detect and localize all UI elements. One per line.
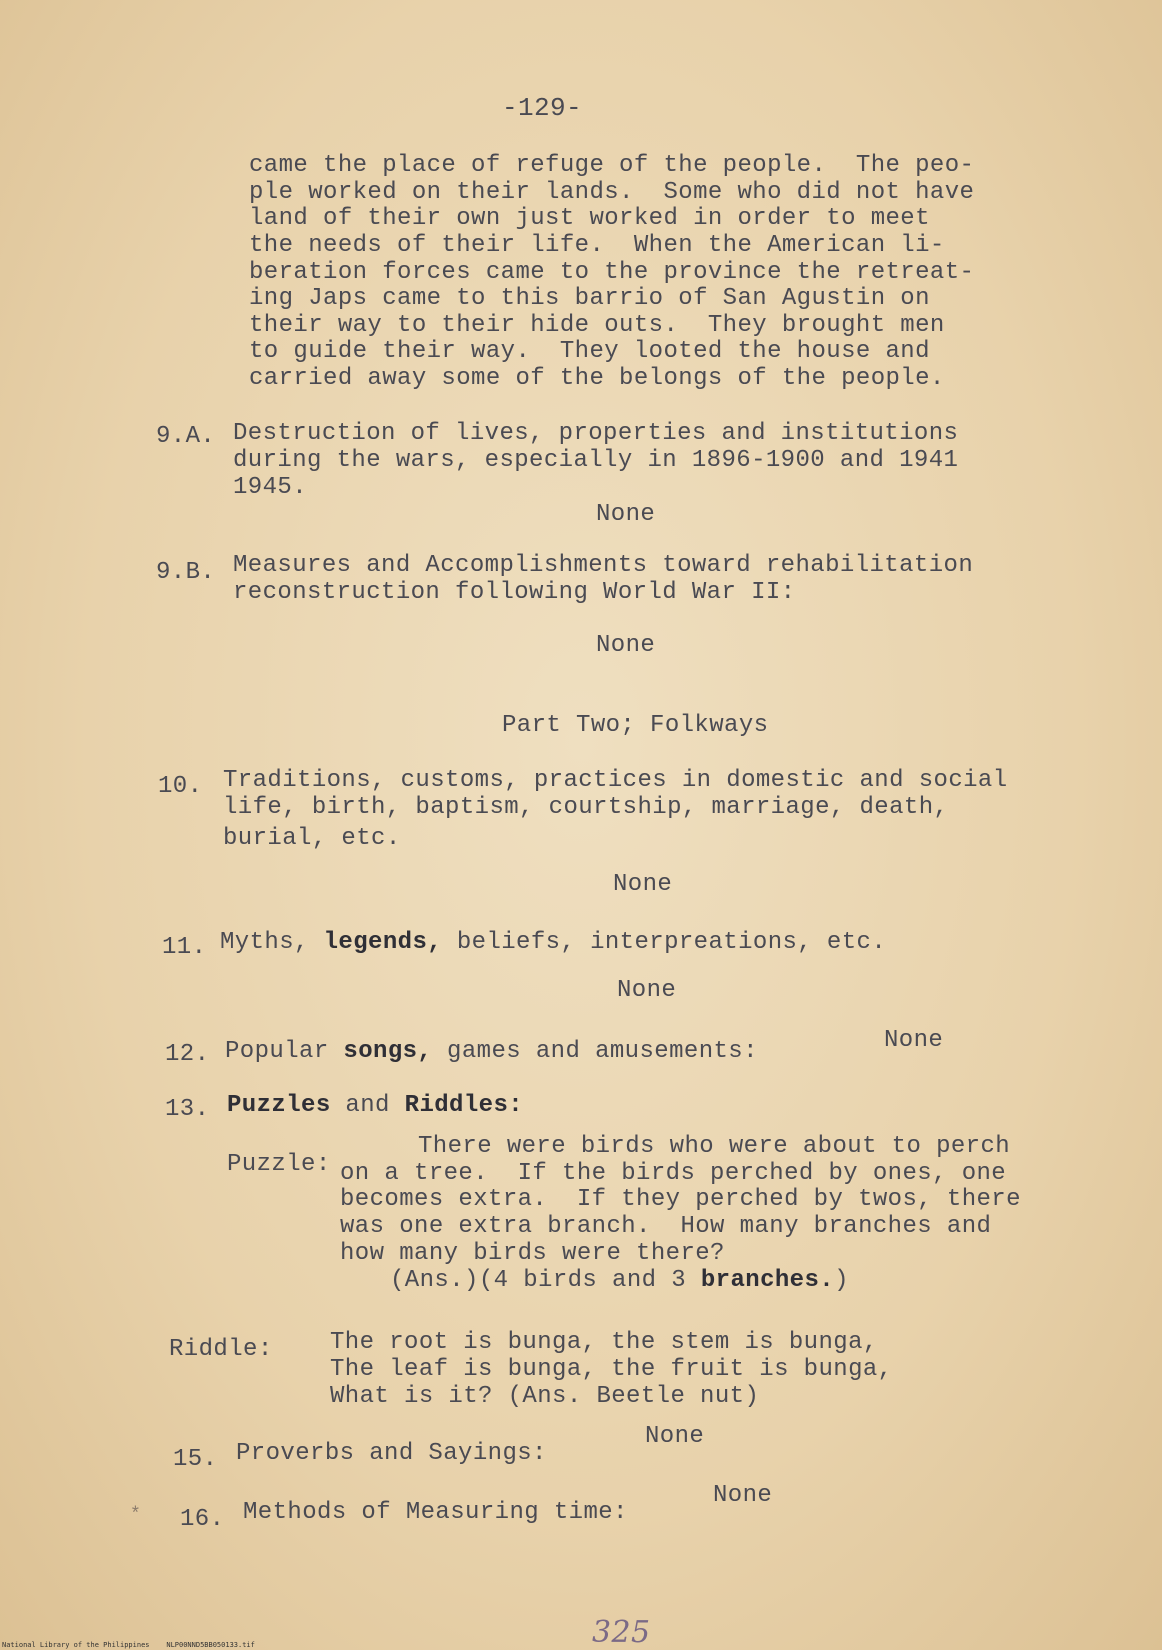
puzzle-line: how many birds were there? — [340, 1240, 725, 1267]
riddle-line: The root is bunga, the stem is bunga, — [330, 1329, 878, 1356]
item-answer: None — [617, 977, 677, 1004]
puzzle-line: becomes extra. If they perched by twos, there — [340, 1186, 1021, 1213]
stray-mark: * — [130, 1505, 141, 1525]
item-text-line: Measures and Accomplishments toward rehabilitation — [233, 552, 974, 579]
intro-line: carried away some of the belongs of the people. — [249, 365, 945, 392]
item-number: 9.B. — [156, 559, 216, 586]
item-text-line: 1945. — [233, 474, 308, 501]
intro-line: to guide their way. They looted the house and — [249, 338, 930, 365]
riddle-line: What is it? (Ans. Beetle nut) — [330, 1383, 760, 1410]
item-text-line: burial, etc. — [223, 825, 401, 852]
item-text-line: Destruction of lives, properties and institutions — [233, 420, 959, 447]
puzzle-label: Puzzle: — [227, 1151, 331, 1178]
item-number: 9.A. — [156, 423, 216, 450]
item-text: and — [330, 1092, 405, 1119]
item-number: 11. — [162, 934, 207, 961]
item-text-line: during the wars, especially in 1896-1900 and 1941 — [233, 447, 959, 474]
item-text-line: Proverbs and Sayings: — [236, 1440, 547, 1467]
item-text: Myths, — [220, 929, 324, 956]
puzzle-line: on a tree. If the birds perched by ones, one — [340, 1160, 1007, 1187]
puzzle-answer-text: (Ans.)(4 birds and 3 — [390, 1267, 701, 1294]
item-number: 12. — [165, 1041, 210, 1068]
item-number: 15. — [173, 1446, 218, 1473]
intro-line: their way to their hide outs. They brought men — [249, 312, 945, 339]
item-answer: None — [596, 501, 656, 528]
handwritten-folio-number: 325 — [592, 1615, 651, 1650]
item-answer: None — [713, 1482, 773, 1509]
riddle-line: The leaf is bunga, the fruit is bunga, — [330, 1356, 893, 1383]
item-text: games and amusements: — [432, 1038, 758, 1065]
item-answer: None — [613, 871, 673, 898]
page-number: -129- — [502, 93, 583, 123]
item-text: beliefs, interpreations, etc. — [442, 929, 887, 956]
puzzle-line: There were birds who were about to perch — [418, 1133, 1011, 1160]
item-answer: None — [596, 632, 656, 659]
item-answer: None — [645, 1423, 705, 1450]
puzzle-answer — [390, 1268, 849, 1295]
item-text-line: life, birth, baptism, courtship, marriage, death, — [223, 794, 949, 821]
item-text-line — [220, 930, 886, 957]
item-text-bold: songs, — [343, 1038, 433, 1065]
item-text-line — [225, 1039, 758, 1066]
riddle-label: Riddle: — [169, 1336, 273, 1363]
puzzle-answer-bold: branches. — [700, 1267, 835, 1294]
item-number: 16. — [180, 1506, 225, 1533]
item-number: 13. — [165, 1096, 210, 1123]
item-number: 10. — [158, 773, 203, 800]
item-text-bold: Puzzles — [227, 1092, 331, 1119]
item-text-line: Traditions, customs, practices in domestic and social — [223, 767, 1008, 794]
footer-credit: National Library of the Philippines NLP00NND5BB050133.tif — [2, 1641, 255, 1649]
intro-line: beration forces came to the province the retreat- — [249, 259, 975, 286]
intro-line: the needs of their life. When the American li- — [249, 232, 945, 259]
item-text-line: reconstruction following World War II: — [233, 579, 796, 606]
intro-line: came the place of refuge of the people. The peo- — [249, 152, 975, 179]
item-text-line: Methods of Measuring time: — [243, 1499, 628, 1526]
item-text-bold: legends, — [323, 929, 443, 956]
item-text-bold: Riddles: — [404, 1092, 524, 1119]
puzzle-answer-text: ) — [834, 1267, 849, 1294]
item-text-line — [227, 1093, 523, 1120]
intro-line: ing Japs came to this barrio of San Agustin on — [249, 285, 930, 312]
part-heading: Part Two; Folkways — [502, 712, 769, 739]
intro-line: land of their own just worked in order to meet — [249, 205, 930, 232]
puzzle-line: was one extra branch. How many branches and — [340, 1213, 992, 1240]
intro-line: ple worked on their lands. Some who did not have — [249, 179, 975, 206]
item-text: Popular — [225, 1038, 344, 1065]
item-answer: None — [884, 1027, 944, 1054]
